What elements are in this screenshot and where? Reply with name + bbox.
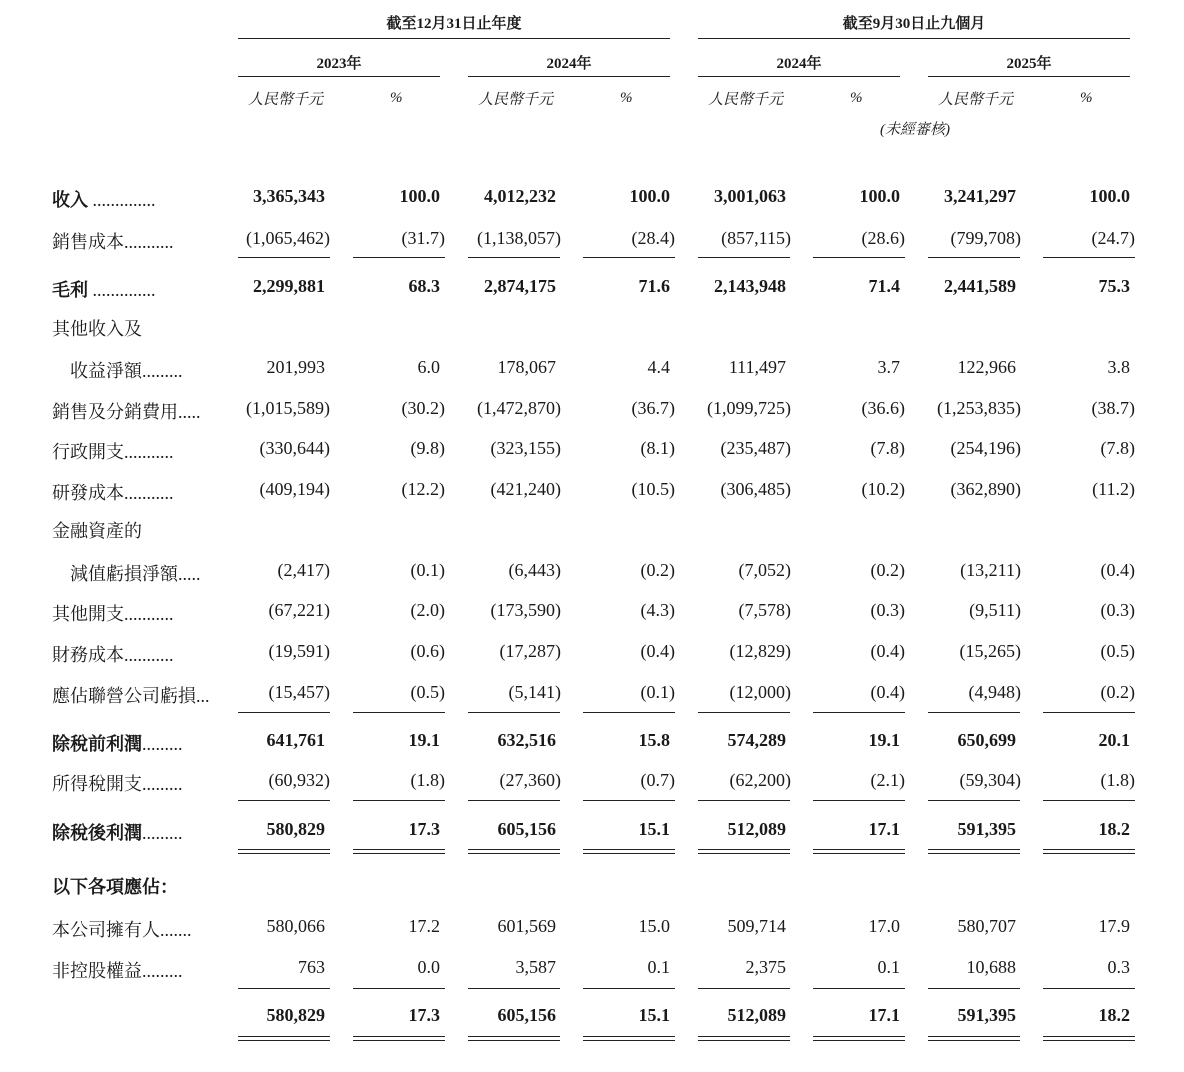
- table-cell: (12.2): [401, 479, 445, 499]
- double-underline: [928, 1036, 1020, 1041]
- row-label: [52, 560, 201, 586]
- subtotal-rule: [353, 800, 445, 801]
- table-cell: 100.0: [859, 186, 900, 206]
- table-cell: 3,365,343: [253, 186, 325, 206]
- table-cell: 605,156: [497, 819, 556, 839]
- table-cell: 0.1: [647, 957, 670, 977]
- table-cell: (5,141): [508, 682, 561, 702]
- table-cell: (17,287): [499, 641, 561, 661]
- table-cell: 0.3: [1107, 957, 1130, 977]
- table-cell: (1,015,589): [246, 398, 330, 418]
- row-label-dots: .........: [142, 774, 183, 794]
- table-cell: 100.0: [399, 186, 440, 206]
- table-cell: 17.2: [408, 916, 440, 936]
- table-cell: (1,138,057): [477, 228, 561, 248]
- table-cell: (4.3): [640, 600, 675, 620]
- subtotal-rule: [583, 800, 675, 801]
- table-cell: 15.1: [638, 819, 670, 839]
- row-label: [52, 600, 174, 626]
- row-label-dots: .........: [142, 734, 183, 754]
- table-cell: (362,890): [950, 479, 1021, 499]
- table-cell: (31.7): [401, 228, 445, 248]
- year-header: 2023年: [316, 56, 362, 72]
- table-cell: (0.5): [410, 682, 445, 702]
- table-cell: (7,052): [738, 560, 791, 580]
- table-cell: (62,200): [729, 770, 791, 790]
- table-cell: 574,289: [727, 730, 786, 750]
- table-cell: 17.9: [1098, 916, 1130, 936]
- period-header-fy: 截至12月31日止年度: [386, 16, 522, 32]
- table-cell: (0.1): [640, 682, 675, 702]
- subtotal-rule: [698, 800, 790, 801]
- unit-label-pct: %: [1080, 90, 1093, 106]
- table-cell: 591,395: [957, 1005, 1016, 1025]
- subtotal-rule: [813, 257, 905, 258]
- double-underline: [238, 849, 330, 854]
- subtotal-rule: [353, 712, 445, 713]
- table-cell: 763: [298, 957, 325, 977]
- table-cell: (36.7): [631, 398, 675, 418]
- row-label-text: 銷售及分銷費用: [52, 402, 178, 422]
- double-underline: [928, 849, 1020, 854]
- table-cell: (1.8): [410, 770, 445, 790]
- table-cell: (0.4): [870, 682, 905, 702]
- row-label: [52, 641, 174, 667]
- table-cell: 20.1: [1098, 730, 1130, 750]
- subtotal-rule: [1043, 800, 1135, 801]
- double-underline: [468, 849, 560, 854]
- row-label-text: 其他收入及: [52, 319, 142, 339]
- row-label: [52, 957, 183, 983]
- row-label-text: 所得稅開支: [52, 774, 142, 794]
- table-cell: (67,221): [268, 600, 330, 620]
- subtotal-rule: [1043, 712, 1135, 713]
- table-cell: (0.4): [1100, 560, 1135, 580]
- row-label: [52, 770, 183, 796]
- double-underline: [583, 1036, 675, 1041]
- row-label: [52, 479, 174, 505]
- table-cell: 122,966: [957, 357, 1016, 377]
- table-cell: (60,932): [268, 770, 330, 790]
- table-cell: 18.2: [1098, 1005, 1130, 1025]
- table-cell: 17.3: [408, 1005, 440, 1025]
- table-cell: (7,578): [738, 600, 791, 620]
- row-label-dots: ..............: [88, 190, 156, 210]
- table-cell: 71.4: [868, 276, 900, 296]
- subtotal-rule: [583, 257, 675, 258]
- row-label-text: 以下各項應佔：: [52, 877, 178, 897]
- table-cell: 111,497: [728, 357, 786, 377]
- subtotal-rule: [1043, 257, 1135, 258]
- double-underline: [813, 1036, 905, 1041]
- subtotal-rule: [813, 712, 905, 713]
- row-label: [52, 682, 210, 708]
- double-underline: [468, 1036, 560, 1041]
- double-underline: [813, 849, 905, 854]
- row-label-dots: ...........: [124, 442, 174, 462]
- row-label-dots: .........: [142, 823, 183, 843]
- table-cell: 2,299,881: [253, 276, 325, 296]
- table-cell: (323,155): [490, 438, 561, 458]
- table-cell: (59,304): [959, 770, 1021, 790]
- table-cell: 512,089: [727, 1005, 786, 1025]
- subtotal-rule: [698, 257, 790, 258]
- table-cell: (1,472,870): [477, 398, 561, 418]
- double-underline: [353, 1036, 445, 1041]
- table-cell: (15,457): [268, 682, 330, 702]
- row-label-text: 銷售成本: [52, 232, 124, 252]
- subtotal-rule: [813, 988, 905, 989]
- table-cell: 17.3: [408, 819, 440, 839]
- subtotal-rule: [238, 800, 330, 801]
- unit-label-amount: 人民幣千元: [938, 92, 1014, 108]
- double-underline: [1043, 849, 1135, 854]
- subtotal-rule: [238, 712, 330, 713]
- unit-label-amount: 人民幣千元: [478, 92, 554, 108]
- double-underline: [353, 849, 445, 854]
- double-underline: [698, 1036, 790, 1041]
- table-cell: (306,485): [720, 479, 791, 499]
- table-cell: 15.0: [638, 916, 670, 936]
- year-header: 2025年: [1006, 56, 1052, 72]
- table-cell: (9.8): [410, 438, 445, 458]
- table-cell: (4,948): [968, 682, 1021, 702]
- row-label-dots: ...........: [124, 645, 174, 665]
- table-cell: (330,644): [259, 438, 330, 458]
- table-cell: 15.8: [638, 730, 670, 750]
- table-cell: 580,066: [266, 916, 325, 936]
- year-header: 2024年: [546, 56, 592, 72]
- row-label-text: 金融資產的: [52, 521, 142, 541]
- table-cell: 4.4: [647, 357, 670, 377]
- table-cell: 601,569: [497, 916, 556, 936]
- unit-label-amount: 人民幣千元: [248, 92, 324, 108]
- table-cell: (0.4): [870, 641, 905, 661]
- double-underline: [1043, 1036, 1135, 1041]
- table-cell: 17.1: [868, 1005, 900, 1025]
- subtotal-rule: [468, 988, 560, 989]
- table-cell: (0.3): [870, 600, 905, 620]
- subtotal-rule: [698, 712, 790, 713]
- subtotal-rule: [928, 988, 1020, 989]
- row-label-dots: ..............: [88, 280, 156, 300]
- table-cell: 17.0: [868, 916, 900, 936]
- table-cell: (9,511): [969, 600, 1021, 620]
- row-label: [52, 873, 178, 899]
- subtotal-rule: [698, 988, 790, 989]
- table-cell: (30.2): [401, 398, 445, 418]
- table-cell: (0.5): [1100, 641, 1135, 661]
- table-cell: (1,253,835): [937, 398, 1021, 418]
- table-cell: (12,829): [729, 641, 791, 661]
- table-cell: (28.6): [861, 228, 905, 248]
- row-label-text: 應佔聯營公司虧損: [52, 686, 196, 706]
- table-cell: 19.1: [408, 730, 440, 750]
- year-header: 2024年: [776, 56, 822, 72]
- table-cell: 2,441,589: [944, 276, 1016, 296]
- subtotal-rule: [238, 257, 330, 258]
- table-cell: (19,591): [268, 641, 330, 661]
- subtotal-rule: [353, 988, 445, 989]
- row-label-text: 除稅後利潤: [52, 823, 142, 843]
- table-cell: (0.4): [640, 641, 675, 661]
- subtotal-rule: [928, 712, 1020, 713]
- table-cell: 100.0: [1089, 186, 1130, 206]
- table-cell: 0.0: [417, 957, 440, 977]
- table-cell: (24.7): [1091, 228, 1135, 248]
- row-label-text: 收益淨額: [52, 361, 142, 381]
- row-label-dots: .....: [178, 564, 201, 584]
- table-cell: (0.2): [640, 560, 675, 580]
- table-cell: (254,196): [950, 438, 1021, 458]
- table-cell: (0.2): [870, 560, 905, 580]
- table-cell: 0.1: [877, 957, 900, 977]
- double-underline: [698, 849, 790, 854]
- row-label: [52, 517, 142, 543]
- table-cell: (7.8): [870, 438, 905, 458]
- table-cell: (0.6): [410, 641, 445, 661]
- subtotal-rule: [468, 257, 560, 258]
- row-label-text: 行政開支: [52, 442, 124, 462]
- unit-label-pct: %: [390, 90, 403, 106]
- subtotal-rule: [468, 800, 560, 801]
- unit-label-amount: 人民幣千元: [708, 92, 784, 108]
- table-cell: (2.1): [870, 770, 905, 790]
- table-cell: (1,099,725): [707, 398, 791, 418]
- table-cell: 2,874,175: [484, 276, 556, 296]
- subtotal-rule: [353, 257, 445, 258]
- row-label-dots: ...........: [124, 232, 174, 252]
- table-cell: 3.8: [1107, 357, 1130, 377]
- row-label: [52, 916, 192, 942]
- row-label: [52, 819, 183, 845]
- table-cell: 68.3: [408, 276, 440, 296]
- row-label: [52, 730, 183, 756]
- table-cell: (409,194): [259, 479, 330, 499]
- table-cell: 580,707: [957, 916, 1016, 936]
- period-rule-fy: [238, 38, 670, 39]
- double-underline: [583, 849, 675, 854]
- table-cell: 178,067: [497, 357, 556, 377]
- subtotal-rule: [583, 712, 675, 713]
- row-label-text: 其他開支: [52, 604, 124, 624]
- subtotal-rule: [1043, 988, 1135, 989]
- table-cell: (6,443): [508, 560, 561, 580]
- table-cell: 650,699: [957, 730, 1016, 750]
- table-cell: (1.8): [1100, 770, 1135, 790]
- unit-label-pct: %: [620, 90, 633, 106]
- table-cell: (38.7): [1091, 398, 1135, 418]
- table-cell: (8.1): [640, 438, 675, 458]
- row-label-text: 非控股權益: [52, 961, 142, 981]
- row-label: [52, 357, 183, 383]
- year-rule: [928, 76, 1130, 77]
- table-cell: (27,360): [499, 770, 561, 790]
- row-label-text: 研發成本: [52, 483, 124, 503]
- table-cell: 512,089: [727, 819, 786, 839]
- row-label-text: 收入: [52, 190, 88, 210]
- year-rule: [468, 76, 670, 77]
- table-cell: 2,143,948: [714, 276, 786, 296]
- row-label: [52, 438, 174, 464]
- row-label: [52, 228, 174, 254]
- double-underline: [238, 1036, 330, 1041]
- table-cell: (36.6): [861, 398, 905, 418]
- table-cell: (1,065,462): [246, 228, 330, 248]
- subtotal-rule: [468, 712, 560, 713]
- table-cell: 591,395: [957, 819, 1016, 839]
- row-label-dots: .........: [142, 361, 183, 381]
- table-cell: 75.3: [1098, 276, 1130, 296]
- table-cell: (0.1): [410, 560, 445, 580]
- subtotal-rule: [928, 800, 1020, 801]
- table-cell: 6.0: [417, 357, 440, 377]
- table-cell: (0.3): [1100, 600, 1135, 620]
- table-cell: (11.2): [1092, 479, 1135, 499]
- table-cell: (2.0): [410, 600, 445, 620]
- table-cell: 3,001,063: [714, 186, 786, 206]
- table-cell: (10.5): [631, 479, 675, 499]
- table-cell: (0.7): [640, 770, 675, 790]
- row-label-dots: .....: [178, 402, 201, 422]
- table-cell: (0.2): [1100, 682, 1135, 702]
- row-label-dots: .........: [142, 961, 183, 981]
- table-cell: 580,829: [266, 1005, 325, 1025]
- period-header-9m: 截至9月30日止九個月: [842, 16, 986, 32]
- row-label: [52, 398, 201, 424]
- table-cell: (15,265): [959, 641, 1021, 661]
- row-label-text: 減值虧損淨額: [52, 564, 178, 584]
- table-cell: (10.2): [861, 479, 905, 499]
- table-cell: (235,487): [720, 438, 791, 458]
- table-cell: 2,375: [745, 957, 786, 977]
- table-cell: (857,115): [721, 228, 791, 248]
- table-cell: (12,000): [729, 682, 791, 702]
- table-cell: 201,993: [266, 357, 325, 377]
- row-label-dots: ...........: [124, 604, 174, 624]
- row-label-text: 財務成本: [52, 645, 124, 665]
- table-cell: 19.1: [868, 730, 900, 750]
- table-cell: 3,241,297: [944, 186, 1016, 206]
- table-cell: 641,761: [266, 730, 325, 750]
- subtotal-rule: [813, 800, 905, 801]
- table-cell: 3,587: [515, 957, 556, 977]
- row-label: [52, 276, 156, 302]
- table-cell: 605,156: [497, 1005, 556, 1025]
- table-cell: 580,829: [266, 819, 325, 839]
- row-label: [52, 315, 142, 341]
- row-label-dots: ...........: [124, 483, 174, 503]
- subtotal-rule: [928, 257, 1020, 258]
- unit-label-pct: %: [850, 90, 863, 106]
- table-cell: 17.1: [868, 819, 900, 839]
- table-cell: (799,708): [950, 228, 1021, 248]
- table-cell: (2,417): [277, 560, 330, 580]
- table-cell: 100.0: [629, 186, 670, 206]
- row-label: [52, 186, 156, 212]
- row-label-dots: ...: [196, 686, 210, 706]
- row-label-text: 本公司擁有人: [52, 920, 160, 940]
- table-cell: (28.4): [631, 228, 675, 248]
- table-cell: 10,688: [966, 957, 1016, 977]
- period-rule-9m: [698, 38, 1130, 39]
- table-cell: 71.6: [638, 276, 670, 296]
- table-cell: 15.1: [638, 1005, 670, 1025]
- subtotal-rule: [238, 988, 330, 989]
- year-rule: [238, 76, 440, 77]
- row-label-text: 毛利: [52, 280, 88, 300]
- table-cell: (173,590): [490, 600, 561, 620]
- table-cell: 4,012,232: [484, 186, 556, 206]
- row-label-text: 除稅前利潤: [52, 734, 142, 754]
- table-cell: (13,211): [960, 560, 1021, 580]
- table-cell: 3.7: [877, 357, 900, 377]
- year-rule: [698, 76, 900, 77]
- table-cell: 632,516: [497, 730, 556, 750]
- table-cell: (7.8): [1100, 438, 1135, 458]
- subtotal-rule: [583, 988, 675, 989]
- table-cell: (421,240): [490, 479, 561, 499]
- table-cell: 509,714: [727, 916, 786, 936]
- table-cell: 18.2: [1098, 819, 1130, 839]
- row-label-dots: .......: [160, 920, 192, 940]
- unaudited-note: (未經審核): [880, 122, 950, 138]
